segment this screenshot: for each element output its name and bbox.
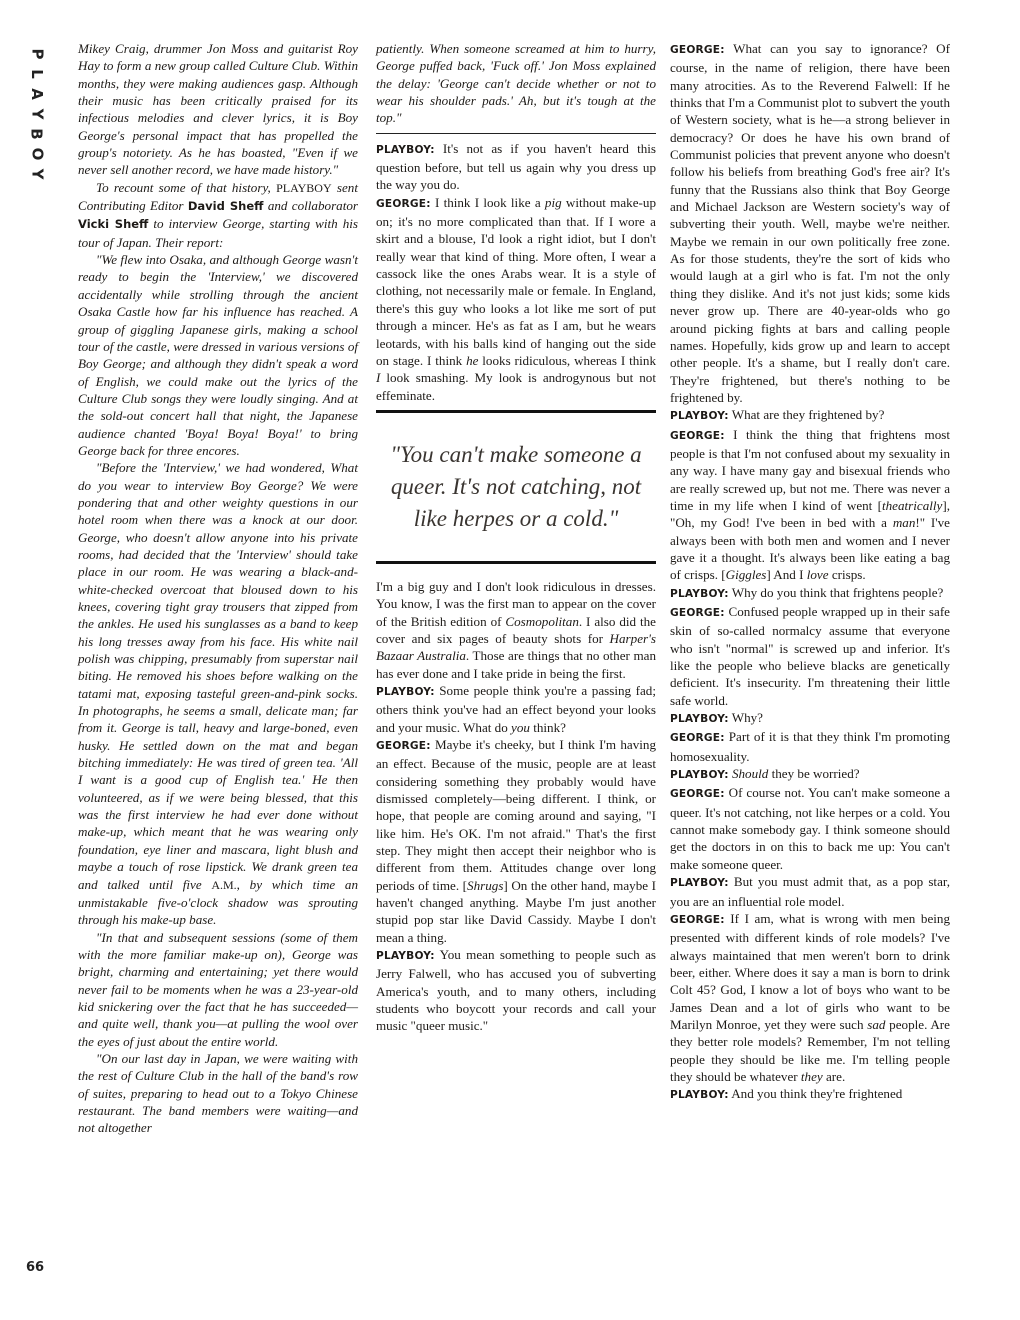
speaker-label: GEORGE: (670, 429, 725, 442)
intro-paragraph: "In that and subsequent sessions (some of them with the more familiar make-up on), George was bright, charming and entertaining; yet there would never fail to be moments when he was a 23-year-old kid snickering over the fact that he has succeeded—and quite well, thank you—at pulling the wool over the eyes of just about the entire world. (78, 929, 358, 1049)
page-number: 66 (26, 1260, 45, 1275)
intro-paragraph: "Before the 'Interview,' we had wondered, What do you wear to interview Boy George? We were pondering that and other weighty questions in our hotel room when there was a knock at our door. George, who doesn't allow anyone into his private rooms, had decided that the 'Interview' should take place in our room. He was wearing a black-and-white-checked overcoat that bloused down to his knees, covering tight gray trousers that zipped from the ankles. He used his sunglasses as a band to keep his long tresses away from his face. His white nail polish was chipping, presumably from superstar nail biting. He removed his shoes before walking on the tatami mat, exposing tasteful green-and-pink socks. In photographs, he seems a small, delicate man; far from it. George is tall, heavy and large-boned, even husky. He settled down on the mat and began bitching immediately: He was tired of green tea. 'All I want is a good cup of English tea.' He then volunteered, as if we were being blessed, that this was the first interview he had ever done without make-up, which meant that he was wearing only foundation, eye liner and mascara, light blush and maybe a touch of rose lipstick. We drank green tea and talked until five A.M., by which time an unmistakable five-o'clock shadow was sprouting through his make-up base. (78, 460, 358, 928)
speaker-label: PLAYBOY: (670, 769, 729, 782)
answer: GEORGE: Of course not. You can't make someone a queer. It's not catching, not like herpes or a cold. You cannot make somebody gay. I think someone should get the doctors in on this to back me up: You can't make someone queer. (670, 785, 950, 872)
speaker-label: PLAYBOY: (670, 1089, 729, 1102)
magazine-name-inline: PLAYBOY (276, 180, 332, 195)
intro-paragraph: To recount some of that history, PLAYBOY sent Contributing Editor David Sheff and collaborator Vicki Sheff to interview George, starting with his tour of Japan. Their report: (78, 179, 358, 250)
question: PLAYBOY: And you think they're frightened (670, 1086, 903, 1102)
magazine-letter: L (28, 69, 46, 79)
magazine-letter: Y (28, 108, 46, 120)
speaker-label: PLAYBOY: (670, 410, 729, 423)
magazine-letter: Y (28, 168, 46, 180)
speaker-label: GEORGE: (670, 44, 725, 56)
answer: GEORGE: I think I look like a pig without make-up on; it's no more complicated than that. If I wore a skirt and a blouse, I'd look a right idiot, but I don't really wear that kind of thing. More often, I wear a cassock like the ones Arabs wear. It is a style of clothing, not necessarily male or female. In England, there's this guy who looks a lot like me sort of put through a mincer. He's as fat as I am, but he wears leotards, with his balls kind of hanging out the side on stage. I think he looks ridiculous, whereas I think I look smashing. My look is androgynous but not effeminate. (376, 194, 656, 403)
magazine-letter: O (27, 147, 46, 161)
magazine-letter: B (28, 128, 46, 140)
editor-name: David Sheff (187, 199, 264, 214)
answer: GEORGE: If I am, what is wrong with men being presented with different kinds of role models? I've always maintained that men weren't born to drink beer, either. Where does it say a man is born to drink Colt 45? God, I know a lot of boys who want to be James Dean and a lot of girls who want to be Marilyn Monroe, yet they were such sad people. Are they better role models? Remember, I'm not telling people they should be like me. I'm telling people they should be whatever they are. (670, 910, 950, 1084)
intro-paragraph: "We flew into Osaka, and although George wasn't ready to begin the 'Interview,' we discovered accidentally while strolling through the ancient Osaka Castle how far his influence has reached. A group of giggling Japanese girls, making a school tour of the castle, were dressed in various versions of Boy George; and although they didn't speak a word of English, we could make out the lyrics of the Culture Club songs they were loudly singing. And at the sold-out concert hall that night, the Japanese audience chanted 'Boya! Boya! Boya!' to bring George back for three encores. (78, 252, 358, 458)
intro-paragraph: "On our last day in Japan, we were waiting with the rest of Culture Club in the hall of the band's row of suites, preparing to head out to a Tokyo Chinese restaurant. The band members were waiting—and not altogether (78, 1050, 358, 1136)
answer: GEORGE: Part of it is that they think I'm promoting homosexuality. (670, 729, 950, 764)
speaker-label: PLAYBOY: (376, 143, 435, 156)
pull-quote: "You can't make someone a queer. It's not catching, not like herpes or a cold." (390, 441, 642, 531)
pull-quote-rule-bottom (376, 561, 656, 564)
speaker-label: PLAYBOY: (670, 713, 729, 726)
answer: GEORGE: Maybe it's cheeky, but I think I'm having an effect. Because of the music, people are at least considering something they probably would have dismissed completely—being different. I think, or hope, that people are coming around and saying, "I like him. He's OK. I'm not afraid." That's the first step. They might then accept their neighbor who is different from them. Attitudes change over long periods of time. [Shrugs] On the other hand, maybe I haven't changed anything. Maybe I'm just another stupid pop star like David Cassidy. Maybe I don't mean a thing. (376, 736, 656, 945)
speaker-label: GEORGE: (670, 732, 725, 745)
question: PLAYBOY: What are they frightened by? (670, 407, 885, 423)
question: PLAYBOY: Some people think you're a passing fad; others think you've had an effect beyond your looks and your music. What do you think? (376, 682, 656, 735)
intro-paragraph-end: patiently. When someone screamed at him to hurry, George puffed back, 'Fuck off.' Jon Moss explained the delay: 'George can't decide whether or not to wear his shoulder pads.' Ah, but it's tough at the top." (376, 41, 656, 126)
magazine-letter: A (27, 88, 46, 100)
speaker-label: GEORGE: (376, 197, 431, 210)
magazine-letter: P (28, 48, 46, 60)
answer: GEORGE: I think the thing that frightens most people is that I'm not confused about my sexuality in any way. I have many gay and bisexual friends who are really screwed up, but not me. There was never a time in my life when I kind of went [theatrically], "Oh, my God! I've been in bed with a man!" I've always been with both men and women and I never gave it a thought. It's always been like eating a bag of crisps. [Giggles] And I love crisps. (670, 426, 950, 583)
speaker-label: GEORGE: (670, 788, 725, 801)
question: PLAYBOY: Why do you think that frightens people? (670, 584, 944, 600)
column-interview-1 (376, 40, 656, 1035)
speaker-label: GEORGE: (670, 913, 725, 926)
speaker-label: GEORGE: (670, 607, 725, 619)
pull-quote-rule-top (376, 410, 656, 413)
question: PLAYBOY: Why? (670, 710, 763, 726)
answer: GEORGE: What can you say to ignorance? Of course, in the name of religion, there have been many atrocities. As to the Reverend Falwell: If he thinks that I'm a Communist plot to subvert the youth of Western society, what is he—a strong believer in democracy? Or does he have his own brand of Communist policies that prevent anyone who doesn't follow his beliefs from breathing God's free air? It's funny that the Russians also think that Boy George and Michael Jackson are Western society's way of subverting their youth. Well, maybe we're neither. Maybe we remain in our own politically free zone. As for those students, they're the sort of kids who would laugh at a girl who is fat. I'm not the only thing they dislike. And it's not just kids; some kids never grow up. There are 40-year-olds who go around picking fights at bars and calling people names. Hopefully, kids grow up and learn to accept other people. It's a shame, but I really don't care. They're frightened, but there's nothing to be frightened by. (670, 41, 950, 405)
speaker-label: PLAYBOY: (670, 587, 729, 600)
column-interview-2 (670, 40, 950, 1105)
question: PLAYBOY: But you must admit that, as a pop star, you are an influential role model. (670, 874, 950, 909)
column-intro (78, 40, 358, 1137)
collaborator-name: Vicki Sheff (78, 217, 149, 232)
question: PLAYBOY: You mean something to people such as Jerry Falwell, who has accused you of subverting America's youth, and to many others, including students who boycott your records and call your music "queer music." (376, 947, 656, 1034)
magazine-name-vertical (24, 44, 50, 184)
speaker-label: GEORGE: (376, 739, 431, 752)
question: PLAYBOY: It's not as if you haven't heard this question before, but tell us again why you dress up the way you do. (376, 140, 656, 193)
answer: GEORGE: Confused people wrapped up in their safe skin of so-called normalcy assume that everyone who isn't "normal" is screwed up and inferior. It's like the people who believe blacks are genetically deficient. It's insecurity. I'm threatening their little safe world. (670, 604, 950, 708)
question: PLAYBOY: Should they be worried? (670, 766, 860, 782)
speaker-label: PLAYBOY: (376, 950, 435, 963)
intro-paragraph: Mikey Craig, drummer Jon Moss and guitarist Roy Hay to form a new group called Culture Club. Within months, they were making audiences gasp. Although their music has been critically praised for its infectious melodies and clever lyrics, it is Boy George's personal impact that has propelled the group's notoriety. As he has boasted, "Even if we never sell another record, we have made history." (78, 41, 358, 178)
speaker-label: PLAYBOY: (376, 685, 435, 698)
speaker-label: PLAYBOY: (670, 877, 729, 890)
answer-continued: I'm a big guy and I don't look ridiculous in dresses. You know, I was the first man to appear on the cover of the British edition of Cosmopolitan. I also did the cover and six pages of beauty shots for Harper's Bazaar Australia. Those are things that no other man has ever done and I take pride in being the first. (376, 578, 656, 681)
section-divider (376, 133, 656, 134)
